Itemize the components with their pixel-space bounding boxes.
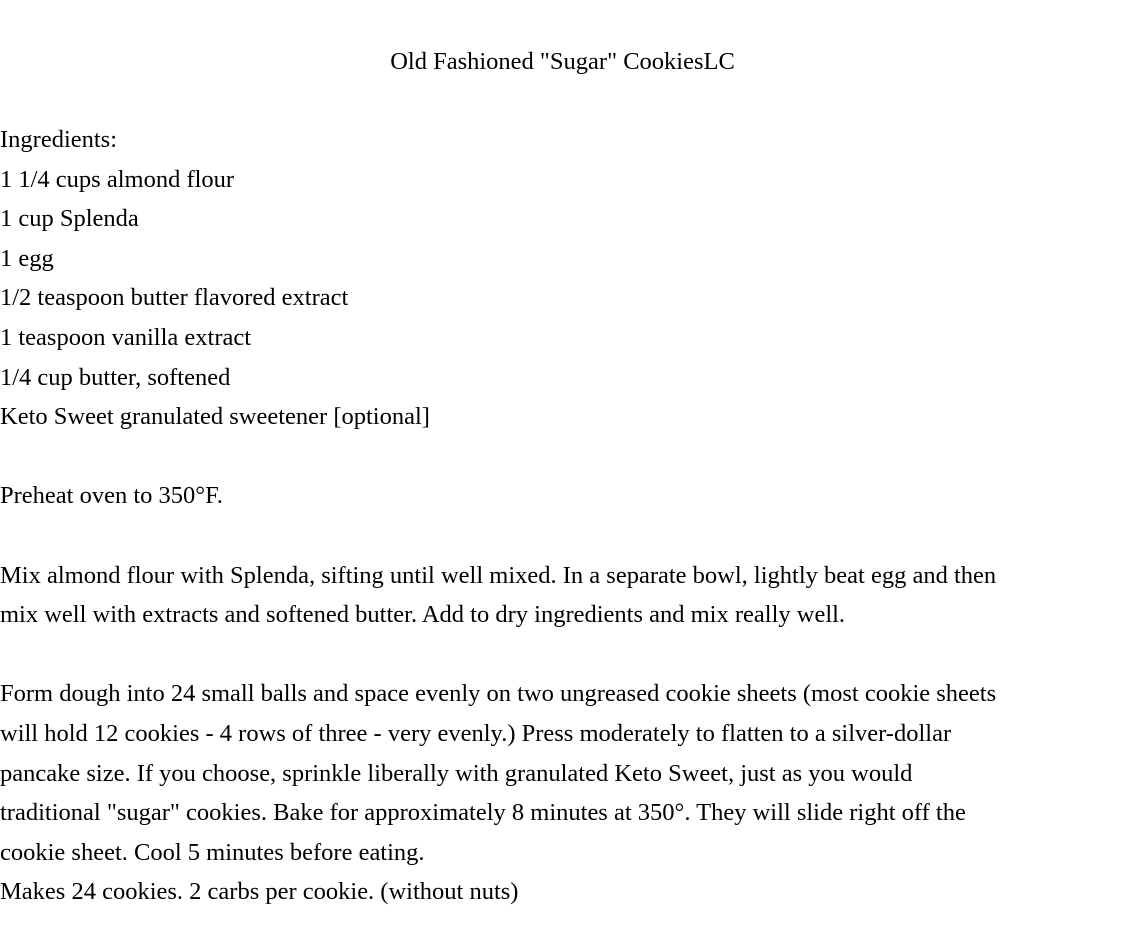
- ingredients-heading: Ingredients:: [0, 126, 118, 153]
- ingredient-item: 1/4 cup butter, softened: [0, 363, 231, 391]
- ingredient-item: 1 1/4 cups almond flour: [0, 165, 235, 193]
- blank-line: [0, 437, 1125, 477]
- form-instructions: [0, 674, 1125, 872]
- form-line: traditional "sugar" cookies. Bake for approximately 8 minutes at 350°. They will slide right off the: [0, 799, 966, 827]
- blank-line: [0, 516, 1125, 556]
- ingredients-list: [0, 160, 1125, 437]
- form-line: cookie sheet. Cool 5 minutes before eating.: [0, 838, 425, 866]
- ingredient-item: 1 teaspoon vanilla extract: [0, 323, 252, 351]
- ingredient-item: Keto Sweet granulated sweetener [optional]: [0, 403, 430, 431]
- mix-instructions: [0, 556, 1125, 635]
- form-line: pancake size. If you choose, sprinkle liberally with granulated Keto Sweet, just as you would: [0, 759, 913, 787]
- recipe-body: [0, 120, 1125, 912]
- mix-line: Mix almond flour with Splenda, sifting until well mixed. In a separate bowl, lightly beat egg and then: [0, 561, 997, 589]
- yield-note: Makes 24 cookies. 2 carbs per cookie. (without nuts): [0, 878, 519, 906]
- recipe-title: Old Fashioned "Sugar" CookiesLC: [390, 48, 735, 75]
- preheat-instruction: Preheat oven to 350°F.: [0, 482, 223, 510]
- ingredient-item: 1/2 teaspoon butter flavored extract: [0, 284, 349, 312]
- mix-line: mix well with extracts and softened butter. Add to dry ingredients and mix really well.: [0, 601, 846, 629]
- form-line: Form dough into 24 small balls and space evenly on two ungreased cookie sheets (most cookie sheets: [0, 680, 997, 708]
- ingredient-item: 1 egg: [0, 244, 54, 272]
- form-line: will hold 12 cookies - 4 rows of three - very evenly.) Press moderately to flatten to a silver-dollar: [0, 719, 952, 747]
- blank-line: [0, 635, 1125, 675]
- ingredient-item: 1 cup Splenda: [0, 205, 139, 233]
